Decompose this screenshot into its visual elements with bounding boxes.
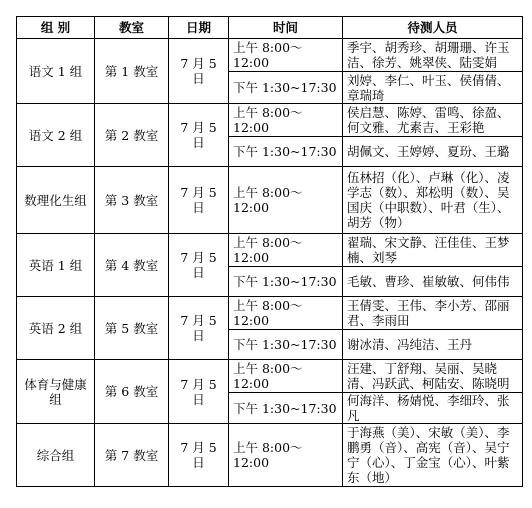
header-people: 待测人员 [343, 17, 523, 39]
people: 于海燕（美）、宋敏（美）、李鹏勇（音）、高宪（音）、吴宁宁（心）、丁金宝（心）、叶紫东（地） [343, 424, 523, 487]
date: 7 月 5 日 [169, 39, 229, 104]
group-name: 体育与健康组 [17, 360, 95, 424]
time-slot: 上午 8:00～12:00 [229, 424, 343, 487]
header-group: 组 别 [17, 17, 95, 39]
time-slot: 下午 1:30~17:30 [229, 137, 343, 167]
time-slot: 下午 1:30~17:30 [229, 330, 343, 360]
schedule-table [16, 16, 523, 487]
time-slot: 上午 8:00～12:00 [229, 297, 343, 330]
group-name: 语文 2 组 [17, 104, 95, 167]
date: 7 月 5 日 [169, 360, 229, 424]
time-slot: 上午 8:00～12:00 [229, 39, 343, 72]
time-slot: 下午 1:30~17:30 [229, 72, 343, 104]
date: 7 月 5 日 [169, 167, 229, 234]
date: 7 月 5 日 [169, 234, 229, 297]
people: 侯启慧、陈婷、雷鸣、徐盈、何文雅、尤素吉、王彩艳 [343, 104, 523, 137]
group-name: 英语 1 组 [17, 234, 95, 297]
table-row [17, 360, 523, 393]
time-slot: 下午 1:30~17:30 [229, 267, 343, 297]
people: 刘婷、李仁、叶玉、侯倩倩、章瑞琦 [343, 72, 523, 104]
room: 第 1 教室 [95, 39, 169, 104]
header-time: 时间 [229, 17, 343, 39]
people: 汪建、丁舒翔、吴丽、吴晓清、冯跃武、柯陆安、陈晓明 [343, 360, 523, 393]
people: 伍林招（化）、卢琳（化）、凌学志（数）、郑松明（数）、吴国庆（中职数）、叶君（生）、胡芳（物） [343, 167, 523, 234]
room: 第 3 教室 [95, 167, 169, 234]
people: 毛敏、曹珍、崔敏敏、何伟伟 [343, 267, 523, 297]
room: 第 5 教室 [95, 297, 169, 360]
header-date: 日期 [169, 17, 229, 39]
table-row [17, 167, 523, 234]
table-row [17, 297, 523, 330]
time-slot: 下午 1:30~17:30 [229, 393, 343, 424]
people: 何海洋、杨婧悦、李细玲、张凡 [343, 393, 523, 424]
time-slot: 上午 8:00～12:00 [229, 104, 343, 137]
table-row [17, 234, 523, 267]
room: 第 4 教室 [95, 234, 169, 297]
header-room: 教室 [95, 17, 169, 39]
time-slot: 上午 8:00～12:00 [229, 167, 343, 234]
date: 7 月 5 日 [169, 297, 229, 360]
group-name: 语文 1 组 [17, 39, 95, 104]
people: 谢冰清、冯纯洁、王丹 [343, 330, 523, 360]
people: 胡佩文、王婷婷、夏玢、王璐 [343, 137, 523, 167]
group-name: 综合组 [17, 424, 95, 487]
table-row [17, 104, 523, 137]
table-row [17, 39, 523, 72]
people: 翟瑞、宋文静、汪佳佳、王梦楠、刘琴 [343, 234, 523, 267]
table-row [17, 424, 523, 487]
people: 王倩雯、王伟、李小芳、邵丽君、李雨田 [343, 297, 523, 330]
group-name: 数理化生组 [17, 167, 95, 234]
people: 季宇、胡秀珍、胡珊珊、许玉洁、徐芳、姚翠侠、陆雯娟 [343, 39, 523, 72]
room: 第 7 教室 [95, 424, 169, 487]
date: 7 月 5 日 [169, 424, 229, 487]
header-row [17, 17, 523, 39]
time-slot: 上午 8:00～12:00 [229, 360, 343, 393]
date: 7 月 5 日 [169, 104, 229, 167]
room: 第 2 教室 [95, 104, 169, 167]
room: 第 6 教室 [95, 360, 169, 424]
time-slot: 上午 8:00～12:00 [229, 234, 343, 267]
group-name: 英语 2 组 [17, 297, 95, 360]
